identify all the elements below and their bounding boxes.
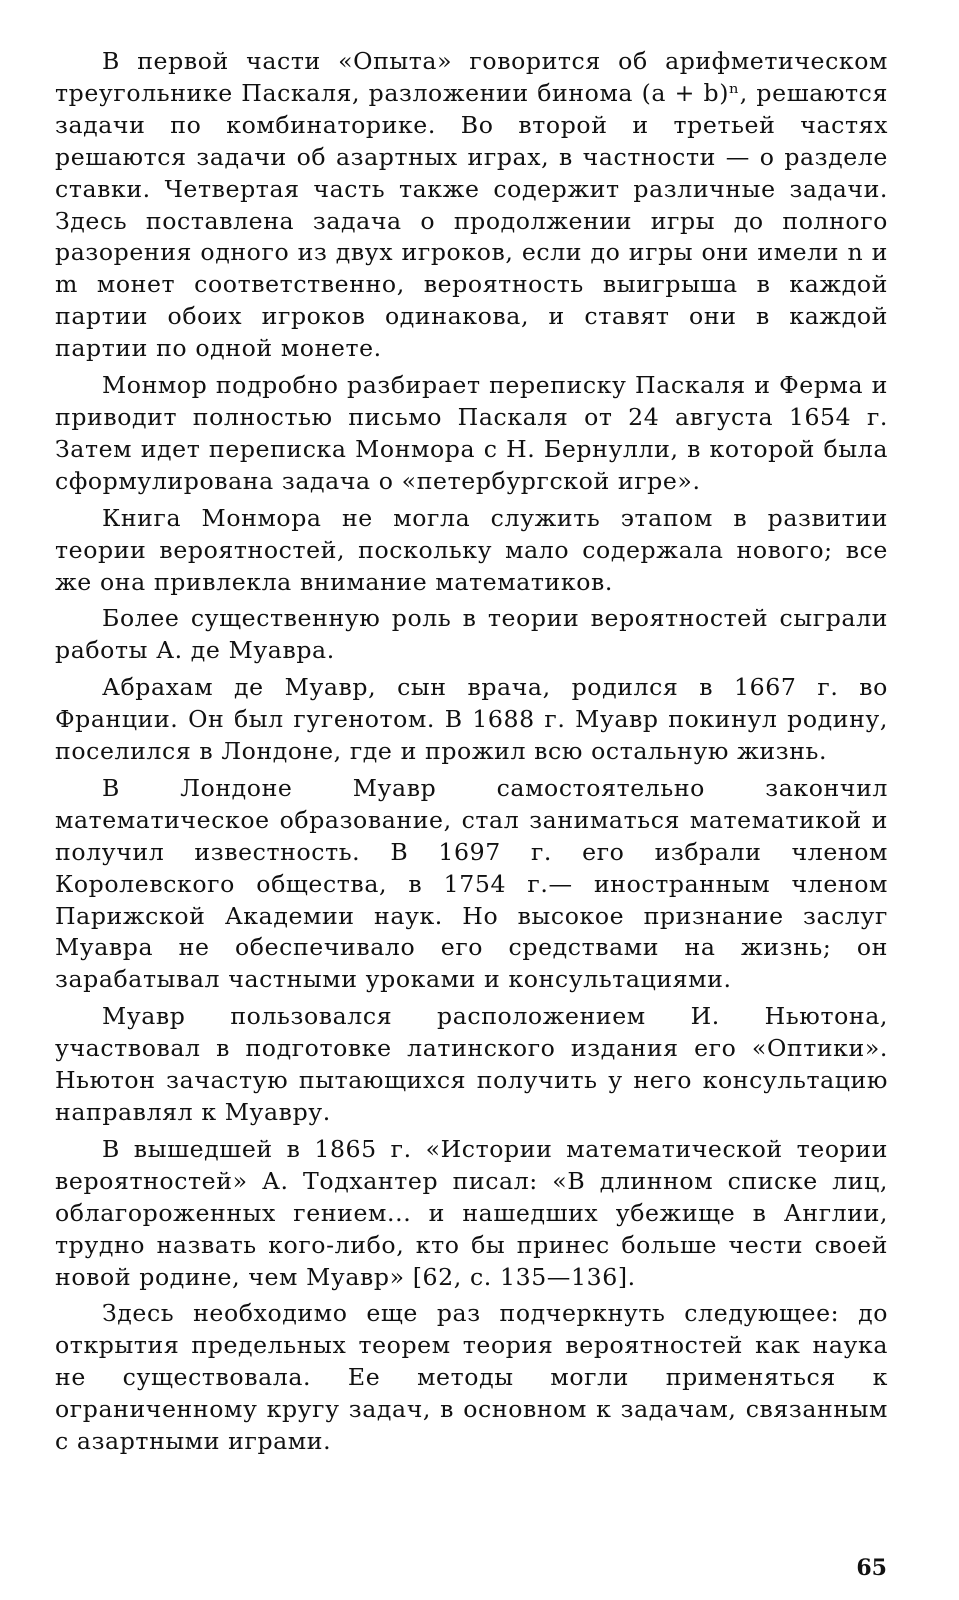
paragraph-9: Здесь необходимо еще раз подчеркнуть следующее: до открытия предельных теорем теория вероятностей как наука не существовала. Ее методы могли применяться к ограниченному кругу задач, в основном к задачам, связанным с азартными играми. — [55, 1299, 888, 1456]
page-body — [55, 46, 888, 1463]
paragraph-6: В Лондоне Муавр самостоятельно закончил математическое образование, стал заниматься математикой и получил известность. В 1697 г. его избрали членом Королевского общества, в 1754 г.— иностранным членом Парижской Академии наук. Но высокое признание заслуг Муавра не обеспечивало его средствами на жизнь; он зарабатывал частными уроками и консультациями. — [55, 773, 888, 994]
paragraph-4: Более существенную роль в теории вероятностей сыграли работы А. де Муавра. — [55, 604, 888, 665]
paragraph-2: Монмор подробно разбирает переписку Паскаля и Ферма и приводит полностью письмо Паскаля от 24 августа 1654 г. Затем идет переписка Монмора с Н. Бернулли, в которой была сформулирована задача о «петербургской игре». — [55, 371, 888, 495]
paragraph-3: Книга Монмора не могла служить этапом в развитии теории вероятностей, поскольку мало содержала нового; все же она привлекла внимание математиков. — [55, 503, 888, 596]
page-number: 65 — [856, 1555, 887, 1581]
paragraph-8: В вышедшей в 1865 г. «Истории математической теории вероятностей» А. Тодхантер писал: «В длинном списке лиц, облагороженных гением... и нашедших убежище в Англии, трудно назвать кого-либо, кто бы принес больше чести своей новой родине, чем Муавр» [62, с. 135—136]. — [55, 1134, 888, 1291]
paragraph-5: Абрахам де Муавр, сын врача, родился в 1667 г. во Франции. Он был гугенотом. В 1688 г. Муавр покинул родину, поселился в Лондоне, где и прожил всю остальную жизнь. — [55, 673, 888, 766]
paragraph-7: Муавр пользовался расположением И. Ньютона, участвовал в подготовке латинского издания его «Оптики». Ньютон зачастую пытающихся получить у него консультацию направлял к Муавру. — [55, 1002, 888, 1126]
paragraph-1: В первой части «Опыта» говорится об арифметическом треугольнике Паскаля, разложении бинома (a + b)ⁿ, решаются задачи по комбинаторике. Во второй и третьей частях решаются задачи об азартных играх, в частности — о разделе ставки. Четвертая часть также содержит различные задачи. Здесь поставлена задача о продолжении игры до полного разорения одного из двух игроков, если до игры они имели n и m монет соответственно, вероятность выигрыша в каждой партии обоих игроков одинакова, и ставят они в каждой партии по одной монете. — [55, 47, 888, 363]
